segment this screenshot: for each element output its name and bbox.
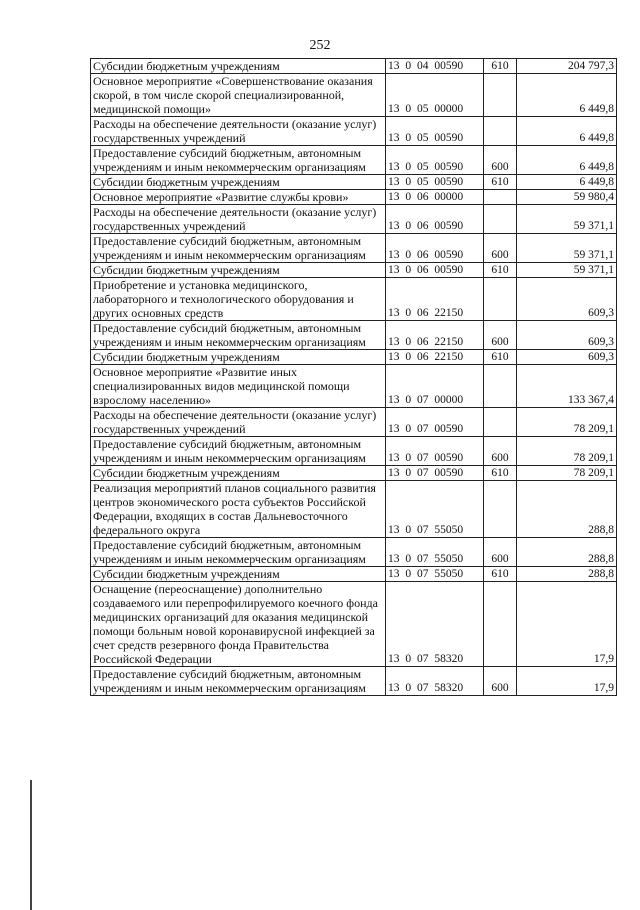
row-name-cell: Основное мероприятие «Развитие иных специализированных видов медицинской помощи взрослому населению» [91,365,386,408]
row-name-cell: Предоставление субсидий бюджетным, автономным учреждениям и иным некоммерческим организациям [91,538,386,567]
table-row [91,481,617,538]
row-expense-type-cell [484,117,517,146]
row-code-cell: 13 0 05 00590 [386,117,484,146]
scan-edge-line [30,780,32,910]
row-expense-type-cell [484,365,517,408]
row-sum-cell: 609,3 [517,278,617,321]
row-code-cell: 13 0 05 00590 [386,175,484,190]
row-name-cell: Основное мероприятие «Развитие службы крови» [91,190,386,205]
row-code-cell: 13 0 05 00590 [386,146,484,175]
row-expense-type-cell: 610 [484,263,517,278]
row-expense-type-cell: 610 [484,59,517,74]
row-code-cell: 13 0 07 00000 [386,365,484,408]
row-sum-cell: 59 371,1 [517,263,617,278]
row-code-cell: 13 0 06 00000 [386,190,484,205]
row-name-cell: Предоставление субсидий бюджетным, автономным учреждениям и иным некоммерческим организациям [91,146,386,175]
row-code-cell: 13 0 05 00000 [386,74,484,117]
row-expense-type-cell: 600 [484,234,517,263]
table-row [91,667,617,696]
row-expense-type-cell [484,278,517,321]
row-code-cell: 13 0 07 00590 [386,437,484,466]
row-sum-cell: 78 209,1 [517,466,617,481]
row-code-cell: 13 0 07 58320 [386,667,484,696]
table-row [91,117,617,146]
row-sum-cell: 609,3 [517,350,617,365]
row-sum-cell: 17,9 [517,667,617,696]
row-sum-cell: 78 209,1 [517,437,617,466]
row-code-cell: 13 0 07 00590 [386,466,484,481]
row-expense-type-cell [484,582,517,667]
row-sum-cell: 6 449,8 [517,146,617,175]
row-code-cell: 13 0 07 55050 [386,567,484,582]
row-code-cell: 13 0 07 55050 [386,538,484,567]
row-expense-type-cell: 600 [484,146,517,175]
row-name-cell: Субсидии бюджетным учреждениям [91,567,386,582]
row-sum-cell: 6 449,8 [517,175,617,190]
row-code-cell: 13 0 06 00590 [386,205,484,234]
table-row [91,205,617,234]
row-code-cell: 13 0 07 58320 [386,582,484,667]
budget-table-body [91,59,617,696]
row-code-cell: 13 0 07 55050 [386,481,484,538]
table-row [91,365,617,408]
row-name-cell: Предоставление субсидий бюджетным, автономным учреждениям и иным некоммерческим организациям [91,234,386,263]
row-expense-type-cell: 600 [484,321,517,350]
table-row [91,74,617,117]
row-name-cell: Оснащение (переоснащение) дополнительно создаваемого или перепрофилируемого коечного фонда медицинских организаций для оказания медицинской помощи больным новой коронавирусной инфекцией за счет средств резервного фонда Правительства Российской Федерации [91,582,386,667]
row-name-cell: Субсидии бюджетным учреждениям [91,263,386,278]
row-expense-type-cell [484,481,517,538]
row-sum-cell: 59 980,4 [517,190,617,205]
row-name-cell: Предоставление субсидий бюджетным, автономным учреждениям и иным некоммерческим организациям [91,321,386,350]
table-row [91,278,617,321]
row-sum-cell: 6 449,8 [517,74,617,117]
table-row [91,263,617,278]
row-sum-cell: 288,8 [517,538,617,567]
row-sum-cell: 288,8 [517,481,617,538]
row-code-cell: 13 0 06 00590 [386,234,484,263]
table-row [91,321,617,350]
row-expense-type-cell: 610 [484,466,517,481]
table-row [91,59,617,74]
row-expense-type-cell: 610 [484,350,517,365]
row-name-cell: Реализация мероприятий планов социального развития центров экономического роста субъектов Российской Федерации, входящих в состав Дальневосточного федерального округа [91,481,386,538]
table-row [91,538,617,567]
row-expense-type-cell: 600 [484,667,517,696]
table-row [91,408,617,437]
table-row [91,175,617,190]
row-expense-type-cell [484,190,517,205]
row-expense-type-cell: 600 [484,538,517,567]
table-row [91,582,617,667]
budget-table [90,58,617,696]
row-expense-type-cell: 610 [484,175,517,190]
row-code-cell: 13 0 04 00590 [386,59,484,74]
table-row [91,146,617,175]
row-name-cell: Расходы на обеспечение деятельности (оказание услуг) государственных учреждений [91,117,386,146]
row-expense-type-cell: 600 [484,437,517,466]
row-sum-cell: 17,9 [517,582,617,667]
row-name-cell: Субсидии бюджетным учреждениям [91,466,386,481]
table-row [91,234,617,263]
row-sum-cell: 59 371,1 [517,205,617,234]
row-sum-cell: 288,8 [517,567,617,582]
row-sum-cell: 133 367,4 [517,365,617,408]
row-name-cell: Субсидии бюджетным учреждениям [91,59,386,74]
row-sum-cell: 59 371,1 [517,234,617,263]
row-name-cell: Предоставление субсидий бюджетным, автономным учреждениям и иным некоммерческим организациям [91,667,386,696]
table-row [91,466,617,481]
row-expense-type-cell [484,74,517,117]
row-sum-cell: 6 449,8 [517,117,617,146]
row-name-cell: Субсидии бюджетным учреждениям [91,175,386,190]
row-name-cell: Субсидии бюджетным учреждениям [91,350,386,365]
row-code-cell: 13 0 06 22150 [386,321,484,350]
row-sum-cell: 204 797,3 [517,59,617,74]
table-row [91,350,617,365]
row-code-cell: 13 0 06 00590 [386,263,484,278]
row-name-cell: Предоставление субсидий бюджетным, автономным учреждениям и иным некоммерческим организациям [91,437,386,466]
row-expense-type-cell [484,408,517,437]
row-name-cell: Приобретение и установка медицинского, лабораторного и технологического оборудования и других основных средств [91,278,386,321]
row-sum-cell: 78 209,1 [517,408,617,437]
row-name-cell: Расходы на обеспечение деятельности (оказание услуг) государственных учреждений [91,408,386,437]
row-expense-type-cell [484,205,517,234]
table-row [91,437,617,466]
row-expense-type-cell: 610 [484,567,517,582]
row-name-cell: Расходы на обеспечение деятельности (оказание услуг) государственных учреждений [91,205,386,234]
row-code-cell: 13 0 07 00590 [386,408,484,437]
table-row [91,190,617,205]
row-code-cell: 13 0 06 22150 [386,350,484,365]
row-sum-cell: 609,3 [517,321,617,350]
page-number: 252 [309,38,331,53]
row-name-cell: Основное мероприятие «Совершенствование оказания скорой, в том числе скорой специализированной, медицинской помощи» [91,74,386,117]
table-row [91,567,617,582]
row-code-cell: 13 0 06 22150 [386,278,484,321]
